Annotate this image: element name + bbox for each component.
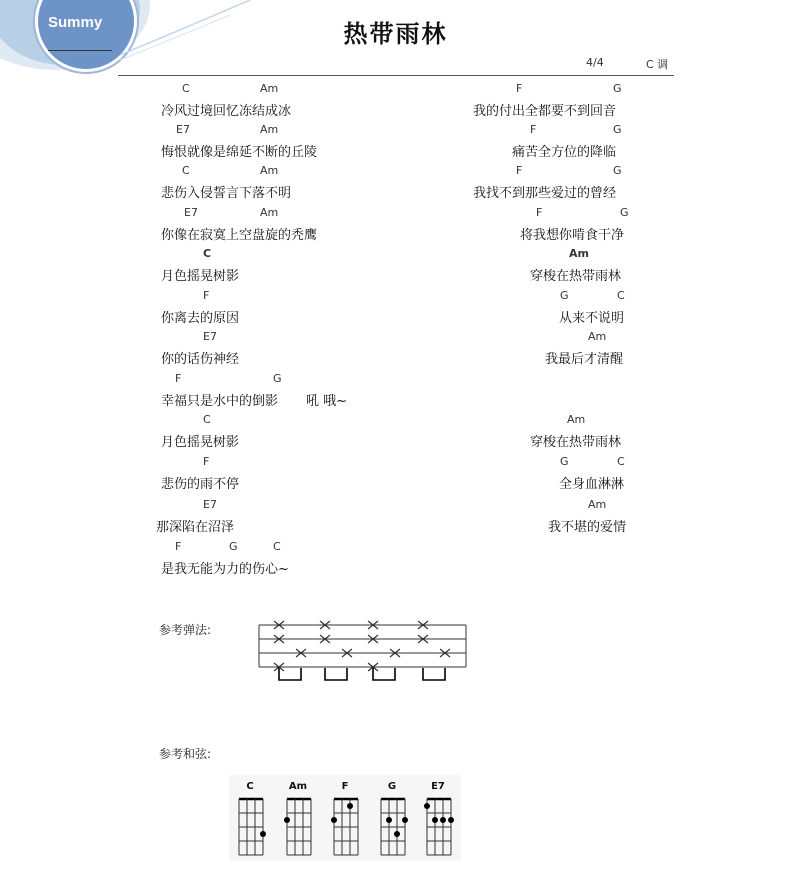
chord-label: C	[617, 455, 625, 468]
finger-dot	[386, 817, 392, 823]
song-key: C 调	[646, 58, 669, 71]
chord-label: C	[182, 82, 190, 95]
chord-label: Am	[588, 330, 607, 343]
lyric-line: 悲伤的雨不停	[161, 477, 240, 492]
chord-label: E7	[184, 206, 198, 219]
lyric-line: 月色摇晃树影	[161, 269, 240, 284]
lyric-line: 穿梭在热带雨林	[530, 269, 622, 284]
chord-label: G	[560, 455, 569, 468]
lyric-line: 悲伤入侵誓言下落不明	[161, 186, 292, 201]
finger-dot	[440, 817, 446, 823]
chord-label: Am	[260, 82, 279, 95]
strum-pattern-diagram	[255, 616, 470, 686]
lyric-line: 从来不说明	[559, 311, 625, 326]
chord-reference-label: 参考和弦:	[159, 747, 212, 761]
finger-dot	[424, 803, 430, 809]
chord-label: E7	[203, 330, 217, 343]
lyric-line: 冷风过境回忆冻结成冰	[161, 104, 292, 119]
chord-label: Am	[567, 413, 586, 426]
lyric-line: 你像在寂寞上空盘旋的秃鹰	[161, 228, 318, 243]
finger-dot	[394, 831, 400, 837]
lyric-line: 全身血淋淋	[559, 477, 625, 492]
chord-diagram-f	[331, 797, 361, 859]
lyric-line: 月色摇晃树影	[161, 435, 240, 450]
brand-underline	[48, 50, 112, 51]
chord-label: G	[620, 206, 629, 219]
chord-label: Am	[260, 123, 279, 136]
lyric-line: 我最后才清醒	[545, 352, 624, 367]
lyric-line: 幸福只是水中的倒影	[161, 394, 279, 409]
chord-label: E7	[203, 498, 217, 511]
lyric-line: 穿梭在热带雨林	[530, 435, 622, 450]
lyric-line: 你离去的原因	[161, 311, 240, 326]
chord-diagram-name: G	[387, 781, 397, 792]
chord-label: E7	[176, 123, 190, 136]
lyric-line: 悔恨就像是绵延不断的丘陵	[161, 145, 318, 160]
finger-dot	[260, 831, 266, 837]
lyric-line: 你的话伤神经	[161, 352, 240, 367]
finger-dot	[347, 803, 353, 809]
finger-dot	[284, 817, 290, 823]
lyric-line: 我找不到那些爱过的曾经	[473, 186, 617, 201]
time-signature: 4/4	[586, 56, 604, 69]
chord-diagram-e7	[424, 797, 454, 859]
chord-label: C	[203, 247, 212, 260]
finger-dot	[402, 817, 408, 823]
chord-label: Am	[588, 498, 607, 511]
song-title: 热带雨林	[343, 20, 448, 48]
chord-label: G	[273, 372, 282, 385]
finger-dot	[432, 817, 438, 823]
lyric-line: 将我想你啃食干净	[520, 228, 625, 243]
chord-diagram-name: C	[246, 781, 254, 792]
chord-label: F	[516, 164, 523, 177]
chord-label: C	[273, 540, 281, 553]
lyric-line: 我不堪的爱情	[548, 520, 627, 535]
strum-label: 参考弹法:	[159, 623, 212, 637]
chord-label: G	[560, 289, 569, 302]
chord-label: Am	[260, 164, 279, 177]
chord-label: F	[203, 455, 210, 468]
chord-label: G	[613, 123, 622, 136]
chord-label: Am	[569, 247, 589, 260]
chord-label: F	[203, 289, 210, 302]
chord-label: F	[530, 123, 537, 136]
chord-diagram-name: F	[341, 781, 349, 792]
chord-label: C	[182, 164, 190, 177]
lyric-line: 是我无能为力的伤心~	[161, 562, 289, 577]
chord-label: G	[613, 164, 622, 177]
chord-label: Am	[260, 206, 279, 219]
chord-label: F	[516, 82, 523, 95]
chord-diagram-g	[378, 797, 408, 859]
chord-diagram-am	[284, 797, 314, 859]
lyric-line: 痛苦全方位的降临	[512, 145, 617, 160]
chord-label: C	[203, 413, 211, 426]
chord-label: G	[229, 540, 238, 553]
chord-diagram-name: E7	[431, 781, 445, 792]
chord-label: G	[613, 82, 622, 95]
chord-label: F	[536, 206, 543, 219]
brand-name: Summy	[48, 14, 103, 31]
chord-label: C	[617, 289, 625, 302]
finger-dot	[448, 817, 454, 823]
chord-label: F	[175, 372, 182, 385]
lyric-tail: 吼 哦~	[306, 394, 348, 409]
chord-label: F	[175, 540, 182, 553]
header-rule	[118, 75, 674, 76]
lyric-line: 那深陷在沼泽	[156, 520, 235, 535]
chord-diagram-name: Am	[288, 781, 308, 792]
chord-diagram-c	[236, 797, 266, 859]
finger-dot	[331, 817, 337, 823]
lyric-line: 我的付出全都要不到回音	[473, 104, 617, 119]
